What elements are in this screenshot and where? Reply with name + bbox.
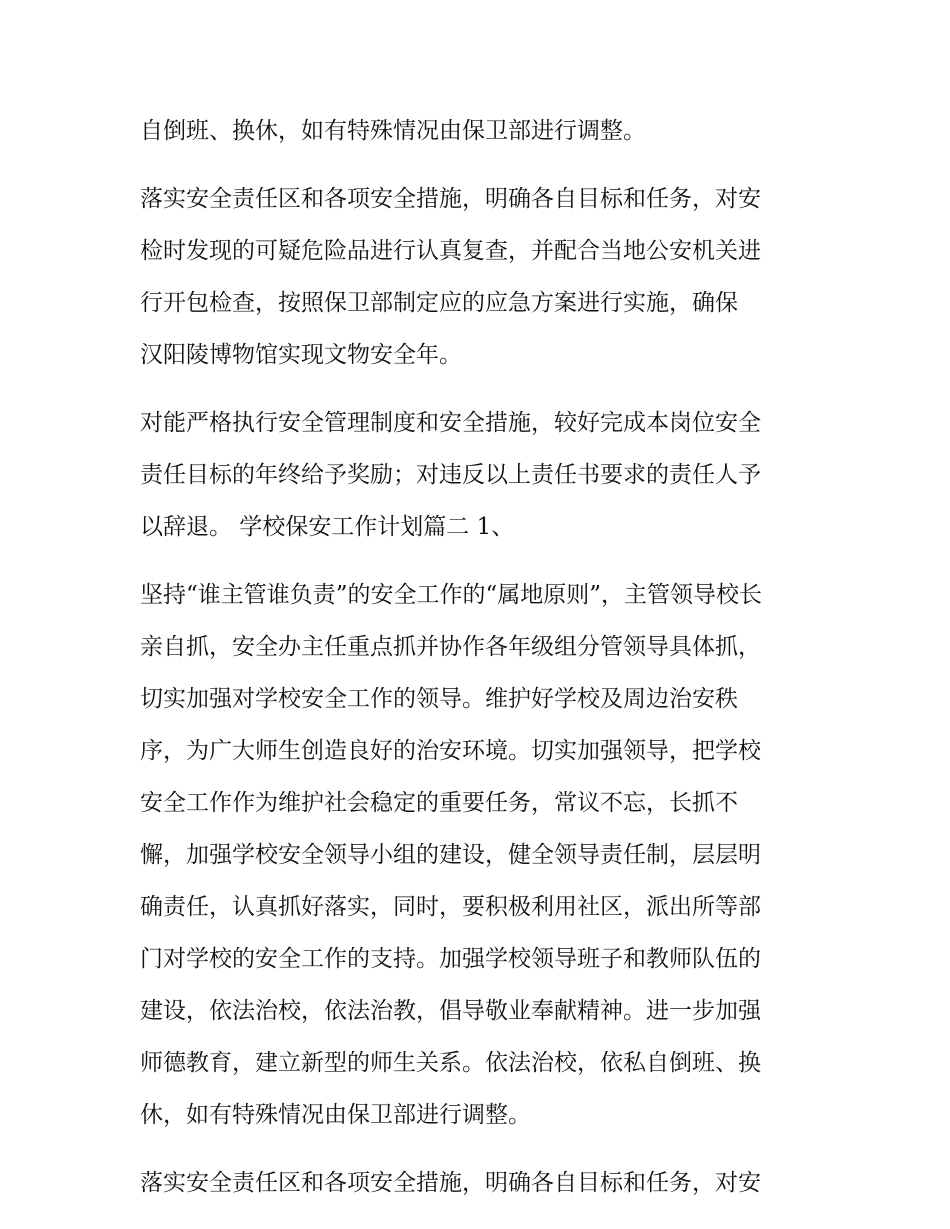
text-line: 安全工作作为维护社会稳定的重要任务，常议不忘，长抓不 <box>140 790 738 816</box>
text-line: 落实安全责任区和各项安全措施，明确各自目标和任务，对安 <box>140 1170 761 1196</box>
paragraph-4 <box>140 569 812 1141</box>
text-line: 对能严格执行安全管理制度和安全措施，较好完成本岗位安全 <box>140 410 761 436</box>
text-line: 亲自抓，安全办主任重点抓并协作各年级组分管领导具体抓， <box>140 634 761 660</box>
paragraph-5 <box>140 1157 812 1209</box>
text-line: 检时发现的可疑危险品进行认真复查，并配合当地公安机关进 <box>140 238 761 264</box>
text-line: 建设，依法治校，依法治教，倡导敬业奉献精神。进一步加强 <box>140 998 761 1024</box>
text-line: 汉阳陵博物馆实现文物安全年。 <box>140 342 462 368</box>
text-line: 确责任，认真抓好落实，同时，要积极利用社区，派出所等部 <box>140 894 761 920</box>
text-line: 以辞退。 学校保安工作计划篇二 1、 <box>140 514 515 540</box>
text-line: 序，为广大师生创造良好的治安环境。切实加强领导，把学校 <box>140 738 761 764</box>
document-body <box>140 105 812 1225</box>
text-line: 休，如有特殊情况由保卫部进行调整。 <box>140 1102 531 1128</box>
text-line: 落实安全责任区和各项安全措施，明确各自目标和任务，对安 <box>140 186 761 212</box>
text-line: 行开包检查，按照保卫部制定应的应急方案进行实施，确保 <box>140 290 738 316</box>
paragraph-3 <box>140 397 812 553</box>
text-line: 懈，加强学校安全领导小组的建设，健全领导责任制，层层明 <box>140 842 761 868</box>
paragraph-1 <box>140 105 812 157</box>
text-line: 师德教育，建立新型的师生关系。依法治校，依私自倒班、换 <box>140 1050 761 1076</box>
text-line: 门对学校的安全工作的支持。加强学校领导班子和教师队伍的 <box>140 946 761 972</box>
text-line: 坚持“谁主管谁负责”的安全工作的“属地原则”，主管领导校长 <box>140 582 763 608</box>
text-line: 自倒班、换休，如有特殊情况由保卫部进行调整。 <box>140 118 646 144</box>
text-line: 切实加强对学校安全工作的领导。维护好学校及周边治安秩 <box>140 686 738 712</box>
paragraph-2 <box>140 173 812 381</box>
text-line: 责任目标的年终给予奖励；对违反以上责任书要求的责任人予 <box>140 462 761 488</box>
